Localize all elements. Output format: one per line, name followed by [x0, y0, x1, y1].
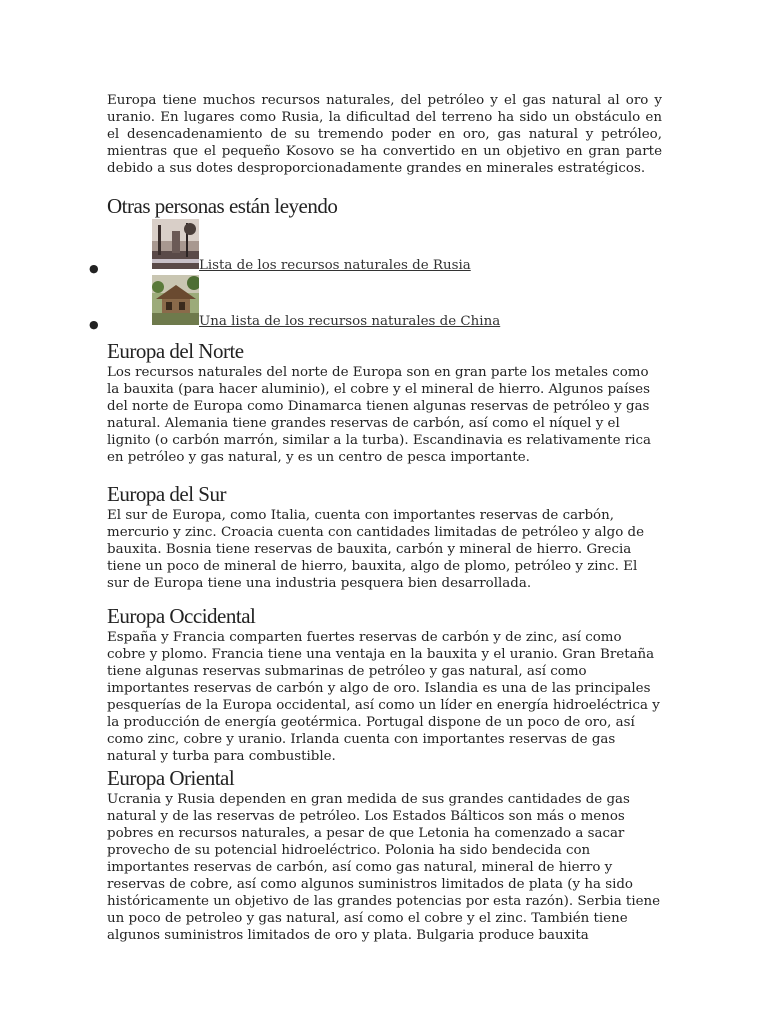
section-heading: Europa Occidental [107, 604, 256, 628]
thumbnail-china[interactable] [152, 275, 199, 325]
related-link-china[interactable]: Una lista de los recursos naturales de China [199, 314, 501, 329]
section-europa-oriental [107, 765, 662, 944]
section-heading: Europa del Sur [107, 482, 226, 506]
section-europa-del-norte [107, 338, 662, 466]
section-heading: Europa Oriental [107, 766, 235, 790]
related-link-russia[interactable]: Lista de los recursos naturales de Rusia [199, 258, 471, 273]
section-europa-occidental [107, 603, 662, 765]
bullet-icon: ● [89, 318, 99, 331]
article [89, 92, 662, 943]
list-item [89, 275, 662, 331]
related-list [89, 219, 662, 331]
section-body: El sur de Europa, como Italia, cuenta con importantes reservas de carbón, mercurio y zinc. Croacia cuenta con cantidades limitadas de petróleo y algo de bauxita. Bosnia tiene reservas de bauxita, carbón y mineral de hierro. Grecia tiene un poco de mineral de hierro, bauxita, algo de plomo, petróleo y zinc. El sur de Europa tiene una industria pesquera bien desarrollada. [107, 508, 645, 591]
section-body: Ucrania y Rusia dependen en gran medida de sus grandes cantidades de gas natural y de las reservas de petróleo. Los Estados Bálticos son más o menos pobres en recursos naturales, a pesar de que Letonia ha comenzado a sacar provecho de su potencial hidroeléctrico. Polonia ha sido bendecida con importantes reservas de carbón, así como gas natural, mineral de hierro y reservas de cobre, así como algunos suministros limitados de plata (y ha sido históricamente un objetivo de las grandes potencias por esta razón). Serbia tiene un poco de petroleo y gas natural, así como el cobre y el zinc. También tiene algunos suministros limitados de oro y plata. Bulgaria produce bauxita [107, 792, 661, 943]
list-item [89, 219, 662, 275]
bullet-icon: ● [89, 262, 99, 275]
section-body: Los recursos naturales del norte de Europa son en gran parte los metales como la bauxita (para hacer aluminio), el cobre y el mineral de hierro. Algunos países del norte de Europa como Dinamarca tienen algunas reservas de petróleo y gas natural. Alemania tiene grandes reservas de carbón, así como el níquel y el lignito (o carbón marrón, similar a la turba). Escandinavia es relativamente rica en petróleo y gas natural, y es un centro de pesca importante. [107, 365, 652, 465]
section-heading: Europa del Norte [107, 339, 244, 363]
section-body: España y Francia comparten fuertes reservas de carbón y de zinc, así como cobre y plomo. Francia tiene una ventaja en la bauxita y el uranio. Gran Bretaña tiene algunas reservas submarinas de petróleo y gas natural, así como importantes reservas de carbón y algo de oro. Islandia es una de las principales pesquerías de la Europa occidental, así como un líder en energía hidroeléctrica y la producción de energía geotérmica. Portugal dispone de un poco de oro, así como zinc, cobre y uranio. Irlanda cuenta con importantes reservas de gas natural y turba para combustible. [107, 630, 660, 764]
related-title: Otras personas están leyendo [107, 194, 338, 218]
thumbnail-russia[interactable] [152, 219, 199, 269]
intro-paragraph: Europa tiene muchos recursos naturales, del petróleo y el gas natural al oro y uranio. En lugares como Rusia, la dificultad del terreno ha sido un obstáculo en el desencadenamiento de su tremendo poder en oro, gas natural y petróleo, mientras que el pequeño Kosovo se ha convertido en un objetivo en gran parte debido a sus dotes desproporcionadamente grandes en minerales estratégicos. [107, 93, 662, 176]
section-europa-del-sur [107, 481, 662, 592]
